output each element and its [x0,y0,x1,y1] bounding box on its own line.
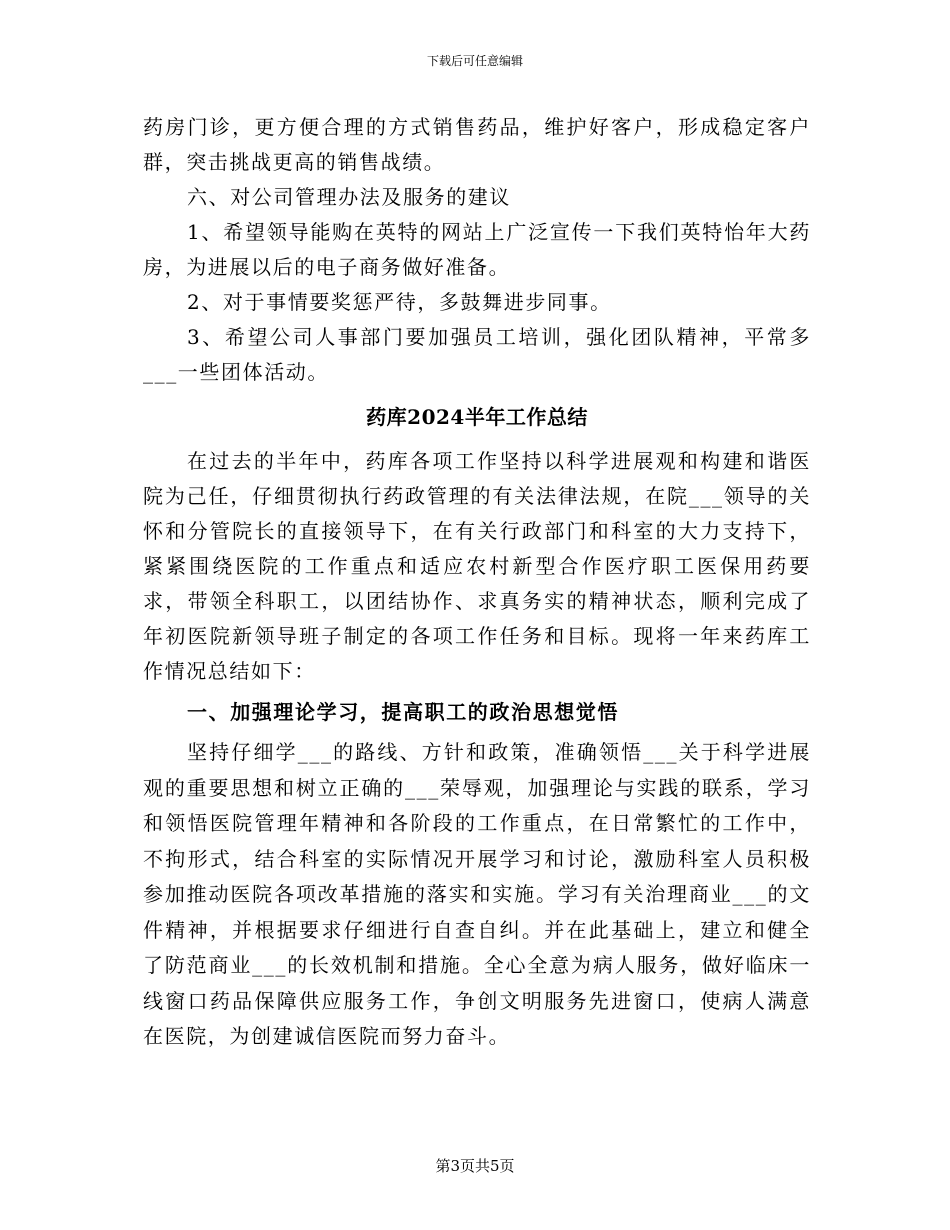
paragraph-continuation: 药房门诊，更方便合理的方式销售药品，维护好客户，形成稳定客户群，突击挑战更高的销售战绩。 [143,115,811,174]
section-one-heading: 一、加强理论学习，提高职工的政治思想觉悟 [187,700,619,724]
page-header: 下载后可任意编辑 [426,54,523,68]
page-number: 第3页共5页 [435,1157,515,1175]
section-one-body: 坚持仔细学___的路线、方针和政策，准确领悟___关于科学进展观的重要思想和树立正确的___荣辱观，加强理论与实践的联系，学习和领悟医院管理年精神和各阶段的工作重点，在日常繁忙的工作中，不拘形式，结合科室的实际情况开展学习和讨论，激励科室人员积极参加推动医院各项改革措施的落实和实施。学习有关治理商业___的文件精神，并根据要求仔细进行自查自纠。并在此基础上，建立和健全了防范商业___的长效机制和措施。全心全意为病人服务，做好临床一线窗口药品保障供应服务工作，争创文明服务先进窗口，使病人满意在医院，为创建诚信医院而努力奋斗。 [143,740,811,1048]
document-title: 药库2024半年工作总结 [366,405,588,429]
suggestion-1: 1、希望领导能购在英特的网站上广泛宣传一下我们英特怡年大药房，为进展以后的电子商务做好准备。 [143,220,811,279]
suggestion-3: 3、希望公司人事部门要加强员工培训，强化团队精神，平常多___一些团体活动。 [143,325,811,384]
document-body [143,110,811,1055]
suggestion-2: 2、对于事情要奖惩严待，多鼓舞进步同事。 [187,290,612,314]
section-six-heading: 六、对公司管理办法及服务的建议 [187,185,511,209]
intro-paragraph: 在过去的半年中，药库各项工作坚持以科学进展观和构建和谐医院为己任，仔细贯彻执行药政管理的有关法律法规，在院___领导的关怀和分管院长的直接领导下，在有关行政部门和科室的大力支持下，紧紧围绕医院的工作重点和适应农村新型合作医疗职工医保用药要求，带领全科职工，以团结协作、求真务实的精神状态，顺利完成了年初医院新领导班子制定的各项工作任务和目标。现将一年来药库工作情况总结如下： [143,449,811,683]
